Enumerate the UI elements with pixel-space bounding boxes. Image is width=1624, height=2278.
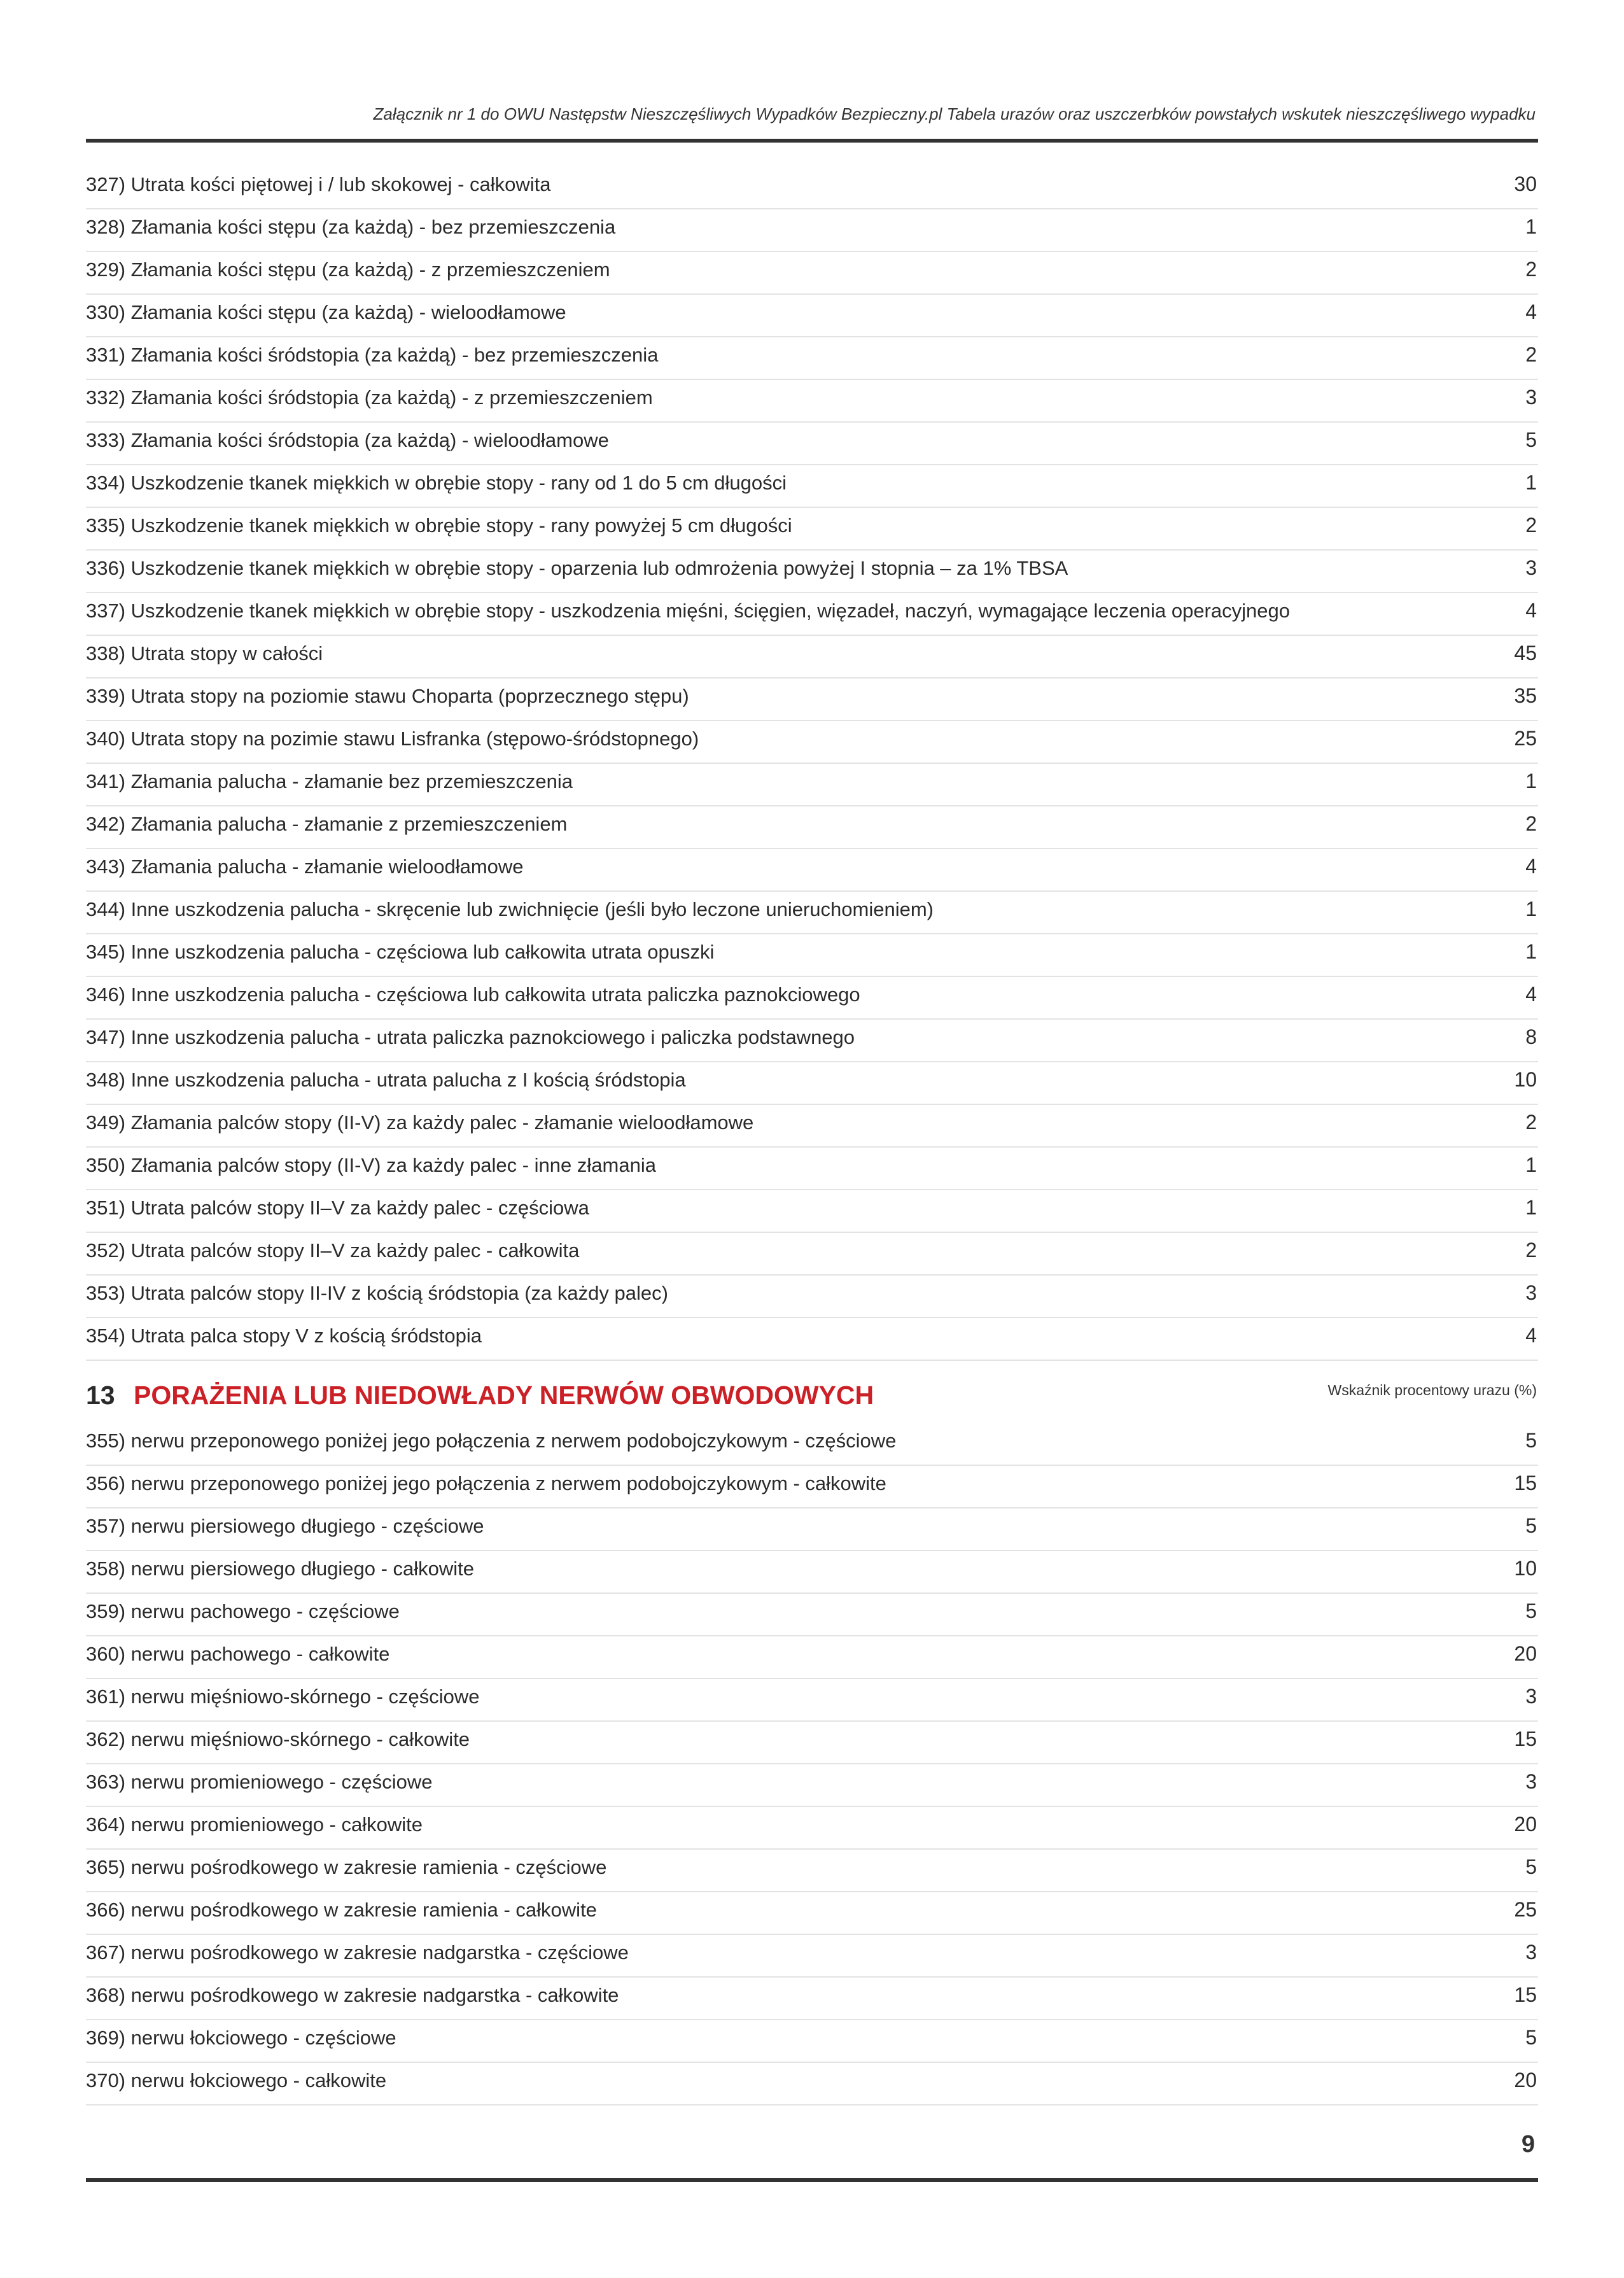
table-row <box>86 423 1538 465</box>
table-row <box>86 2063 1538 2106</box>
injury-percentage: 5 <box>1525 1429 1537 1452</box>
section-number: 13 <box>86 1381 115 1410</box>
table-row <box>86 849 1538 892</box>
table-row <box>86 1423 1538 1466</box>
table-row <box>86 337 1538 380</box>
injury-description: 344) Inne uszkodzenia palucha - skręcenie lub zwichnięcie (jeśli było leczone unieruchomieniem) <box>86 898 934 920</box>
injury-percentage: 35 <box>1514 684 1537 707</box>
table-row <box>86 380 1538 423</box>
injury-description: 343) Złamania palucha - złamanie wieloodłamowe <box>86 855 524 878</box>
injury-description: 352) Utrata palców stopy II–V za każdy palec - całkowita <box>86 1239 580 1262</box>
injury-percentage: 4 <box>1525 983 1537 1006</box>
injury-description: 335) Uszkodzenie tkanek miękkich w obrębie stopy - rany powyżej 5 cm długości <box>86 514 792 537</box>
injury-percentage: 5 <box>1525 2026 1537 2049</box>
injury-description: 364) nerwu promieniowego - całkowite <box>86 1813 423 1836</box>
table-row <box>86 465 1538 508</box>
injury-percentage: 5 <box>1525 1855 1537 1878</box>
section-heading <box>86 1372 1538 1412</box>
table-row <box>86 1935 1538 1978</box>
injury-percentage: 4 <box>1525 599 1537 622</box>
table-row <box>86 1020 1538 1062</box>
page-header-title: Załącznik nr 1 do OWU Następstw Nieszczęśliwych Wypadków Bezpieczny.pl Tabela urazów oraz uszczerbków powstałych wskutek nieszczęśliwego wypadku <box>373 104 1536 123</box>
injury-description: 369) nerwu łokciowego - częściowe <box>86 2027 396 2049</box>
injury-percentage: 5 <box>1525 1514 1537 1537</box>
injury-percentage: 2 <box>1525 514 1537 537</box>
table-row <box>86 636 1538 678</box>
injury-description: 361) nerwu mięśniowo-skórnego - częściowe <box>86 1685 480 1708</box>
table-row <box>86 1508 1538 1551</box>
injury-description: 350) Złamania palców stopy (II-V) za każdy palec - inne złamania <box>86 1154 656 1176</box>
injury-percentage: 2 <box>1525 812 1537 835</box>
injury-description: 334) Uszkodzenie tkanek miękkich w obrębie stopy - rany od 1 do 5 cm długości <box>86 472 787 494</box>
injury-description: 330) Złamania kości stępu (za każdą) - wieloodłamowe <box>86 301 566 323</box>
injury-description: 355) nerwu przeponowego poniżej jego połączenia z nerwem podobojczykowym - częściowe <box>86 1430 897 1452</box>
injury-percentage: 2 <box>1525 343 1537 366</box>
column-header-percentage: Wskaźnik procentowy urazu (%) <box>1327 1382 1537 1398</box>
header-divider <box>86 139 1538 143</box>
table-row <box>86 1062 1538 1105</box>
table-row <box>86 2020 1538 2063</box>
table-row <box>86 1466 1538 1508</box>
injury-percentage: 5 <box>1525 1600 1537 1622</box>
injury-percentage: 2 <box>1525 1239 1537 1262</box>
table-row <box>86 1636 1538 1679</box>
injury-percentage: 4 <box>1525 300 1537 323</box>
injury-percentage: 3 <box>1525 1770 1537 1793</box>
injury-percentage: 20 <box>1514 1642 1537 1665</box>
injury-description: 340) Utrata stopy na pozimie stawu Lisfranka (stępowo-śródstopnego) <box>86 728 699 750</box>
table-row <box>86 764 1538 806</box>
injury-percentage: 10 <box>1514 1068 1537 1091</box>
injury-description: 339) Utrata stopy na poziomie stawu Choparta (poprzecznego stępu) <box>86 685 689 707</box>
table-row <box>86 892 1538 934</box>
injury-percentage: 3 <box>1525 1941 1537 1964</box>
table-row <box>86 1807 1538 1850</box>
injury-description: 366) nerwu pośrodkowego w zakresie ramienia - całkowite <box>86 1899 597 1921</box>
injury-description: 348) Inne uszkodzenia palucha - utrata palucha z I kością śródstopia <box>86 1069 686 1091</box>
table-row <box>86 593 1538 636</box>
injury-description: 362) nerwu mięśniowo-skórnego - całkowite <box>86 1728 470 1750</box>
injury-description: 342) Złamania palucha - złamanie z przemieszczeniem <box>86 813 568 835</box>
injury-description: 353) Utrata palców stopy II-IV z kością śródstopia (za każdy palec) <box>86 1282 668 1304</box>
injury-description: 333) Złamania kości śródstopia (za każdą) - wieloodłamowe <box>86 429 609 451</box>
footer-divider <box>86 2178 1538 2182</box>
injury-percentage: 1 <box>1525 1196 1537 1219</box>
injury-description: 357) nerwu piersiowego długiego - częściowe <box>86 1515 484 1537</box>
injury-description: 327) Utrata kości piętowej i / lub skokowej - całkowita <box>86 173 551 195</box>
injury-percentage: 45 <box>1514 642 1537 664</box>
injury-percentage: 1 <box>1525 897 1537 920</box>
injury-percentage: 3 <box>1525 556 1537 579</box>
injury-percentage: 2 <box>1525 258 1537 281</box>
injury-description: 341) Złamania palucha - złamanie bez przemieszczenia <box>86 770 573 792</box>
table-row <box>86 934 1538 977</box>
table-row <box>86 1764 1538 1807</box>
injury-description: 332) Złamania kości śródstopia (za każdą) - z przemieszczeniem <box>86 386 653 409</box>
injury-description: 336) Uszkodzenie tkanek miękkich w obrębie stopy - oparzenia lub odmrożenia powyżej I stopnia – za 1% TBSA <box>86 557 1068 579</box>
injury-description: 367) nerwu pośrodkowego w zakresie nadgarstka - częściowe <box>86 1941 629 1964</box>
injury-percentage: 4 <box>1525 855 1537 878</box>
table-row <box>86 209 1538 252</box>
injury-percentage: 3 <box>1525 1685 1537 1708</box>
injury-percentage: 1 <box>1525 770 1537 792</box>
table-row <box>86 1594 1538 1636</box>
table-row <box>86 1850 1538 1892</box>
injury-description: 368) nerwu pośrodkowego w zakresie nadgarstka - całkowite <box>86 1984 619 2006</box>
injury-percentage: 1 <box>1525 1153 1537 1176</box>
table-row <box>86 1551 1538 1594</box>
injury-description: 337) Uszkodzenie tkanek miękkich w obrębie stopy - uszkodzenia mięśni, ścięgien, więzadeł, naczyń, wymagające leczenia operacyjnego <box>86 600 1290 622</box>
injury-percentage: 8 <box>1525 1025 1537 1048</box>
injury-description: 354) Utrata palca stopy V z kością śródstopia <box>86 1325 482 1347</box>
injury-percentage: 1 <box>1525 215 1537 238</box>
table-row <box>86 1233 1538 1276</box>
injury-percentage: 15 <box>1514 1472 1537 1494</box>
injury-description: 346) Inne uszkodzenia palucha - częściowa lub całkowita utrata paliczka paznokciowego <box>86 983 860 1006</box>
injury-table-part-2 <box>86 1423 1538 2106</box>
section-title: PORAŻENIA LUB NIEDOWŁADY NERWÓW OBWODOWYCH <box>134 1381 874 1410</box>
injury-percentage: 20 <box>1514 2069 1537 2092</box>
table-row <box>86 721 1538 764</box>
injury-percentage: 10 <box>1514 1557 1537 1580</box>
injury-percentage: 15 <box>1514 1727 1537 1750</box>
injury-percentage: 25 <box>1514 1898 1537 1921</box>
injury-description: 370) nerwu łokciowego - całkowite <box>86 2069 387 2092</box>
injury-percentage: 20 <box>1514 1813 1537 1836</box>
injury-percentage: 30 <box>1514 172 1537 195</box>
injury-description: 338) Utrata stopy w całości <box>86 642 323 664</box>
injury-description: 360) nerwu pachowego - całkowite <box>86 1643 390 1665</box>
injury-percentage: 3 <box>1525 1281 1537 1304</box>
table-row <box>86 1148 1538 1190</box>
injury-description: 347) Inne uszkodzenia palucha - utrata paliczka paznokciowego i paliczka podstawnego <box>86 1026 855 1048</box>
table-row <box>86 508 1538 551</box>
injury-percentage: 15 <box>1514 1983 1537 2006</box>
table-row <box>86 1318 1538 1361</box>
injury-description: 345) Inne uszkodzenia palucha - częściowa lub całkowita utrata opuszki <box>86 941 715 963</box>
table-row <box>86 1679 1538 1722</box>
injury-percentage: 4 <box>1525 1324 1537 1347</box>
injury-description: 363) nerwu promieniowego - częściowe <box>86 1771 433 1793</box>
table-row <box>86 551 1538 593</box>
table-row <box>86 167 1538 209</box>
page-number: 9 <box>1521 2131 1535 2158</box>
injury-description: 329) Złamania kości stępu (za każdą) - z przemieszczeniem <box>86 258 610 281</box>
injury-description: 359) nerwu pachowego - częściowe <box>86 1600 400 1622</box>
injury-percentage: 1 <box>1525 940 1537 963</box>
table-row <box>86 1722 1538 1764</box>
table-row <box>86 1978 1538 2020</box>
injury-description: 356) nerwu przeponowego poniżej jego połączenia z nerwem podobojczykowym - całkowite <box>86 1472 886 1494</box>
injury-description: 349) Złamania palców stopy (II-V) za każdy palec - złamanie wieloodłamowe <box>86 1111 754 1134</box>
table-row <box>86 678 1538 721</box>
table-row <box>86 1190 1538 1233</box>
injury-percentage: 3 <box>1525 386 1537 409</box>
injury-description: 331) Złamania kości śródstopia (za każdą) - bez przemieszczenia <box>86 344 659 366</box>
injury-table-part-1 <box>86 167 1538 1361</box>
table-row <box>86 977 1538 1020</box>
injury-percentage: 1 <box>1525 471 1537 494</box>
table-row <box>86 806 1538 849</box>
injury-percentage: 2 <box>1525 1111 1537 1134</box>
table-row <box>86 1892 1538 1935</box>
injury-description: 358) nerwu piersiowego długiego - całkowite <box>86 1557 475 1580</box>
table-row <box>86 1105 1538 1148</box>
table-row <box>86 295 1538 337</box>
injury-description: 328) Złamania kości stępu (za każdą) - bez przemieszczenia <box>86 216 616 238</box>
table-row <box>86 1276 1538 1318</box>
injury-description: 365) nerwu pośrodkowego w zakresie ramienia - częściowe <box>86 1856 607 1878</box>
injury-percentage: 5 <box>1525 428 1537 451</box>
injury-percentage: 25 <box>1514 727 1537 750</box>
injury-description: 351) Utrata palców stopy II–V za każdy palec - częściowa <box>86 1197 589 1219</box>
table-row <box>86 252 1538 295</box>
